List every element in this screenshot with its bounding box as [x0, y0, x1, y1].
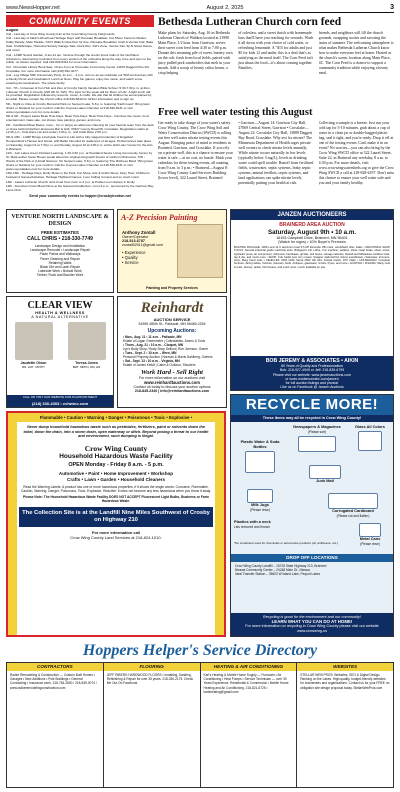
recycle-item-note: (Please sort) — [307, 429, 327, 434]
bob-line: 80 Years of Quality and Professionalism — [281, 364, 343, 368]
send-events-note: Send your community events to hopper@crosbyironton.net — [29, 193, 131, 198]
call-text: CALL OR VISIT OUR WEBSITE FOR AN APPOINTMENT — [22, 395, 98, 399]
az-role: Owner/Operator — [122, 235, 149, 239]
directory-column-websites — [297, 663, 393, 787]
tagline-3: For more information on recycling in Crow Wing County please visit our website www.crowwing.us — [245, 624, 379, 634]
info-phone: Crow Wing County Land Services at 218-824-1010. — [70, 535, 162, 541]
clear-view-ad — [6, 296, 114, 408]
reinhardt-phones: 218-845-2340 | info@reinhardtauctions.com — [134, 389, 210, 393]
event-item: 16th - Lakers Lutheran Church Joint Food from noon to 3 p.m. at Pokket Loon Saloon in Emily. — [6, 179, 136, 184]
recycle-item — [349, 522, 391, 547]
event-item: 3rd - Chocolate Library Book Sale, 10 am-3 pm at Chocolate Community Center 14106 Daggett Pine Rd, Crosslake. For more information call (218) 692-4277. — [6, 64, 150, 73]
practitioner — [15, 322, 53, 369]
practitioner-credentials: BMT, MPPN, RM, HR — [72, 365, 101, 369]
service-item: Retaining Walls — [48, 260, 72, 265]
junk-mail-icon — [309, 465, 341, 479]
recycle-item-note: Lids removed and thrown — [234, 524, 270, 529]
az-title: A-Z Precision Painting — [121, 213, 198, 222]
bob-line: Please visit our website: www.janzenauctions.com — [273, 372, 351, 377]
event-item: 2nd - LAMP Sound Garden, 9 am-11 am. Venture through the scenic forest trails of the Northland Arboretum, discovering musicians from every section of the orchestra along the way. Free and open to the public; no tickets required. Call 218-829-8312 for more information. — [6, 52, 152, 65]
recycle-item — [303, 464, 347, 484]
recycle-item-label: Metal Cans — [359, 536, 381, 541]
recycle-item-note: (Please cut and flatten) — [336, 513, 370, 518]
drop-off-location: Nisswa Community Center – 24248 Main St., Nisswa — [235, 568, 310, 573]
practitioner-photo — [15, 322, 53, 360]
article-column: Make plans for Saturday, Aug. 16 as Bethesda Lutheran Church of Wahkon located at 21990 Main Place, 1/2 hour from Garrison, serves their sweet corn feed from 4:30 to 7:00 p.m. Donate this steaming pile of sweet, buttery corn on the cob, fresh from local fields, paired with juicy pulled pork sandwiches that melt in your mouth. Add a scoop of hearty calico beans, a crisp helping — [158, 31, 233, 75]
auction-watch: (Watch for signs) • 10% Buyer's Premium — [278, 240, 346, 244]
hazardous-waste-content — [17, 422, 215, 635]
recycle-item — [234, 488, 286, 513]
az-owner-name: Anthony Zontall — [122, 230, 156, 235]
directory-listing: JEFF RIBERG HARDWOOD FLOORS • Installing, Sanding, Refinishing & Repair for over 35 years. 218-330-2175. Check Me Out On Facebook. — [106, 673, 194, 686]
az-bullet: • Service — [122, 260, 139, 266]
drop-off-heading: DROP OFF LOCATIONS — [231, 554, 393, 562]
newspaper-icon — [298, 436, 336, 452]
directory-column-contractors — [7, 663, 104, 787]
service-item: Black Dirt and Lawn Repair — [40, 265, 80, 270]
practitioner-name: Jaudette Olson — [20, 361, 47, 365]
clear-view-subtitle: HEALTH & WELLNESS — [35, 311, 85, 315]
warning-labels-note: Read the Warning Labels: A product has one or more hazardous properties, if it shows the single words: Corrosive, Flammable, Caution, Warning, Danger, Poisonous, Toxic, Explosive. Reactive: It does not become any less hazardous when you throw it away. — [21, 485, 211, 494]
practitioner — [68, 322, 106, 369]
water-testing-headline: Free well water testing this August — [158, 107, 313, 118]
service-item: Paver Cleaning and Repair — [40, 256, 80, 261]
venture-north-ad — [6, 209, 114, 293]
directory-heading: HEATING & AIR CONDITIONING — [201, 663, 297, 671]
practitioner-name: Teresa Jones — [75, 361, 98, 365]
call-phone[interactable]: (218) 330-4303 • cvhwinc.com — [31, 400, 89, 406]
clear-view-title: CLEAR VIEW — [27, 300, 93, 311]
room-photo — [177, 224, 223, 278]
reinhardt-service: AUCTION SERVICE — [153, 317, 191, 322]
service-item: Paver Patios and Walkways — [39, 252, 81, 257]
facility-hours: OPEN Monday - Friday 8 a.m. - 5 p.m. — [68, 462, 164, 469]
drop-off-location: Crow Wing County Landfill – 15728 State Highway 210, Brainerd — [235, 564, 327, 568]
event-item: 19th - American Cross Blood Drive at the Garwood Auditorium, noon-6 p.m., sponsored by the Garrison Bay Lions Club. — [6, 184, 154, 193]
reinhardt-address: 34996 480th St., Palisade, MN 56469-2254 — [138, 322, 206, 326]
venture-services — [7, 244, 113, 278]
recycle-item-label: Plastics with a neck — [234, 519, 271, 524]
cardboard-icon — [328, 493, 378, 509]
recycle-item-label: Milk Jugs — [251, 502, 269, 507]
venture-phone: CALL CHRIS • 218-330-7749 — [27, 236, 93, 242]
recycle-item — [289, 425, 345, 452]
auction-event: • Tues., Sept. 2 • 10 a.m. - Wren, MN — [123, 351, 177, 355]
recycle-item — [234, 440, 286, 473]
recycle-item-note: (Please rinse) — [360, 541, 380, 546]
event-item: 2nd - Last day of Crow Wing County Fair at the Crow Wing County Fairgrounds — [6, 31, 115, 36]
bethesda-headline: Bethesda Lutheran Church corn feed — [158, 16, 342, 28]
service-item: Landscape Remodel • Landscape Repair — [30, 248, 90, 253]
info-heading: For more information call — [91, 530, 141, 536]
bob-line: Like us on Facebook @ Janzen Auctions — [280, 385, 344, 390]
recycle-item-label: Newspapers & Magazines — [293, 424, 341, 429]
bob-title: BOB JEREMY & ASSOCIATES • AIKIN — [265, 358, 359, 364]
recycle-item-label: Junk Mail — [316, 478, 334, 483]
event-item: 11th - Join Lakes Area Unlimited Learning, 1:30-3:30 p.m. at Heartland Senior Living Community Center by St. Mark author Karen Brown speak about the original old growth forests of northern Minnesota, 'MN - Words of the Park or (Untold Stories).' On Serpent Lake, 5-8 p.m. featuring 'The Ritchees Band.' Bring lawn chairs or blankets for your comfort. Call the Cuyuna Lakes Chamber at 218-546-8131 or visit www.cuyunalakes.com for more details. — [6, 151, 153, 171]
upcoming-auctions-heading: Upcoming Auctions: — [147, 328, 197, 334]
facility-name: Household Hazardous Waste Facility — [59, 452, 173, 460]
recycle-ad — [230, 394, 394, 637]
events-month: August — [6, 29, 19, 32]
auction-address: 16153 Campbell Drive, Brainerd, MN 56401 — [276, 236, 348, 240]
not-accepted-note: Please Note: The Household Hazardous Waste Facility DOES NOT ACCEPT Fluorescent Light Bulbs, Business or Farm Hazardous Waste. — [23, 495, 209, 504]
az-bullet: • Quality — [122, 255, 138, 261]
article-column: • Garrison—August 14: Garrison City Hall, 27069 Central Street, Garrison • Crosslake—August 22: Crosslake City Hall, 13888 Daggett Bay Road, Crosslake. Why test for nitrate? The Minnesota Department of Health urges private well owners to check nitrate levels annually. While nitrate occurs naturally in low levels (typically below 3 mg/L), levels in drinking water could spell trouble. Runoff from fertilized fields, wastewater, septic systems, leaky septic systems, animal feedlots, septic systems, and land applications can spike nitrate levels, potentially putting your health at risk. — [238, 121, 314, 185]
auction-events — [118, 335, 226, 367]
janzen-header: JANZEN AUCTIONEERS — [231, 210, 393, 220]
hazard-bar-top: Flammable • Caution • Warning • Danger • Poisonous • Toxic • Explosive • — [8, 413, 224, 422]
event-item: 2nd - Log Village 50th Anniversary Party, 11 a.m. - 4 p.m. Join us as we celebrate our 50th Anniversary with a Family Picnic and Celebration! Lunch at Noon. Play fun games, enjoy live music, and watch some amazing demonstrations. The whole family. — [6, 73, 153, 86]
az-painting-ad — [117, 209, 227, 293]
hazard-bar-right — [215, 422, 224, 635]
bob-line: for full auction listings and photos! — [285, 381, 339, 386]
event-item: 3rd - 7th - Immanuel of Iron Hub and Zion of Crosby Family Vacation Bible School. 5:30-7:30 p.m. at Zion Lutheran Church in Crosby (225 4th St. NW). The topic for the week will be 'River of Life'. A light lunch will be provided. Registration followed by lessons, music, & crafts. We ask that all children be accompanied by an adult. Please contact the church office 218-546-6810 for further information and to sign up. — [6, 85, 152, 102]
auction-event: • Mon., Aug. 11 • 11 a.m. - Palisade, MN — [123, 335, 182, 339]
drop-off-locations — [231, 562, 393, 579]
reinhardt-logo: Reinhardt — [140, 300, 204, 316]
metal-can-icon — [359, 523, 381, 537]
reinhardt-auction-ad — [117, 296, 227, 408]
janzen-auction-ad — [230, 209, 394, 391]
article-column: Get ready to take charge of your water's safety. Crow Wing County, The Crow Wing Soil and Water Conservation District (SWCD) is rolling out free well water nitrate testing events this August. Bringing peace of mind to residents in Brainerd, Garrison, and Crosslake. If you rely on a private well, this is a chance to ensure your water is safe —at no cost, no hassle. Mark your calendars for these testing events, all running from 9 a.m. to 3 p.m.: • Brainerd—August 8: Crow Wing County Land Services Building (lower level), 322 Laurel Street, Brainerd — [158, 121, 233, 180]
directory-listing: Karl's Heating & Mobile Home Supply — Furnaces • Air Conditioning • Heat Pumps • Service Technician — over 30 Years Experience. Residential & Commercial • Mobile Home Heating and Air Conditioning. 218-821-8725 • karlsheating@gmail.com — [203, 673, 289, 694]
event-item: 5th - Night to Unite at Crosby Memorial Park on Serpent Lake, 5-8 p.m. featuring 'Faith Good'. Bring lawn chairs or blankets for your comfort. Call the Cuyuna Lakes Chamber at 218-546-8131 or visit www.cuyunalakes.com for more details. — [6, 101, 150, 114]
article-column: friends, and neighbors will fill the church grounds, swapping stories and savoring the tastes of summer. The welcoming atmosphere is what makes Bethesda Lutheran Church know how to make everyone feel at home. Hosted at the church's scenic location along Main Place, 4C. The Corn Feed is a chance to support a community tradition while enjoying a hearty meal. — [318, 31, 394, 75]
venture-north-logo: VENTURE NORTH LANDSCAPE & DESIGN — [11, 214, 109, 227]
practitioner-credentials: RN, LMT, CMTPT — [22, 365, 45, 369]
auction-event-detail: Personal Property Auction | Norman & Mavis Dahlberg, Owners — [123, 355, 213, 359]
recycle-header: RECYCLE MORE! — [231, 395, 393, 415]
free-estimates: FREE ESTIMATES — [41, 230, 79, 235]
event-item: 14th-16th - Heritage Days, Emily Music in the Park, Car Show, Arts & Crafts Show, Story Hour, Children's Festival of Games/Activities, Heritage Highland Games, Loon Calling Contest and so much more! — [6, 171, 150, 180]
recycle-item-label: Glass All Colors — [355, 424, 385, 429]
category-line: Crafts • Lawn • Garden • Household Cleaners — [67, 477, 165, 483]
article-column: Collecting a sample is a breeze. Just run your cold tap for 5-10 minutes, grab about a cup of water in a clean jar or double-bagged plastic bag, seal it tight, and you're ready. Drop it off at one of the testing events. Can't make it in an event? No worries—you can also bring by the Crow Wing SWCD office at 322 Laurel Street, Suite 22, in Brainerd any weekday, 8 a.m. to 4:30 p.m. For more details, visit www.crowwingwatersheds.org or give the Crow Wing SWCD a call at 218-828-6197. Don't miss this chance to ensure your well water safe and you and your family healthy. — [318, 121, 394, 185]
reinhardt-slogan: Work Hard - Sell Right — [140, 369, 203, 376]
auction-date: Saturday, August 9th • 10 a.m. — [267, 229, 357, 236]
recycle-item-note: (Please rinse) — [250, 507, 270, 512]
recycle-item-label: Corrugated Cardboard — [332, 508, 374, 513]
directory-column-heating — [201, 663, 298, 787]
az-footer: Painting and Property Services — [146, 286, 198, 290]
directory-heading: FLOORING — [104, 663, 200, 671]
recycle-item-label: Plastic Water & Soda Bottles — [240, 439, 280, 449]
recycle-subheader: These Items may all be recycled in Crow Wing County! — [231, 415, 393, 422]
bob-jeremy-banner — [231, 356, 393, 390]
hazardous-waste-ad — [6, 411, 226, 637]
chemical-containers-note: *No containers used for chemicals or automotive products (oil, antifreeze, etc.) — [234, 541, 339, 545]
service-item: Landscape Design and Installation — [34, 244, 86, 248]
bob-line: or www.mndemocratic.com/janzen — [285, 376, 339, 381]
auction-event-detail: Estate of James Kieldt | Cabin & Outdoor, Shooters — [123, 363, 196, 367]
event-item: 8th & 9th - Pequot Lakes Bean Hole Days. Bean Hole Days. Bean Hole Days - Carnival, live music, food, entertainment, bake sale, car shows, face painting, games, and more. — [6, 114, 150, 123]
directory-heading: WEBSITES — [297, 663, 393, 671]
event-item: 9th - Cardboard Boat Races, noon - 3 p.m. Enjoy an afternoon cheering for your favorite team from the deck or shore behind Northern Exposure Bar & Grill, 37627 County Road 66, Crosslake. Registration starts at 12:45 p.m., Kids Race (12 and under) 1:00 p.m., and Adult Race 2:00 p.m. — [6, 122, 154, 135]
glass-bottles-icon — [358, 431, 382, 451]
service-item: Timber, Rock and Boulder Work — [36, 273, 84, 278]
drop-off-location: Ideal Transfer Station – 35603 W Island Lake, Pequot Lakes — [235, 572, 321, 577]
auction-event-detail: Estate of Logan Greenmeier | Collectables, Ammo & Tools — [123, 339, 206, 343]
page-number: 3 — [390, 4, 394, 11]
recycle-item — [234, 520, 286, 530]
reinhardt-more: For more information on our auctions visit — [138, 376, 206, 380]
collection-site: The Collection Site is at the Landfill Nine Miles Southwest of Crosby on Highway 210 — [19, 507, 213, 527]
hazard-bar-left — [8, 422, 17, 635]
bethesda-article — [158, 31, 394, 103]
auction-name: BRAINERD AREA AUCTION — [279, 222, 345, 228]
reinhardt-url[interactable]: www.reinhardtauctions.com — [144, 380, 200, 385]
service-item: Lakeside Work • Bobcat Work — [38, 269, 82, 274]
header-rule — [6, 12, 394, 13]
website-url[interactable]: www.NewsHopper.net — [6, 4, 60, 11]
clear-view-call-bar — [7, 395, 113, 407]
directory-listing: STELLAR WEB PROS: Websites, SEO & Digital Design. Ranking on the Lakes. High-quality, budget-friendly websites for businesses and organizations. Contact us for your FREE no obligation site design proposal today. StellarWebPros.com — [300, 673, 390, 690]
auction-event: • Sat., Sept. 13 • 10 a.m. - Virginia, MN — [123, 359, 180, 363]
service-directory — [6, 662, 394, 788]
page-header — [6, 3, 394, 12]
dumping-warning: Never dump household hazardous waste such as pesticides, fertilizers, paint or solvents down the toilet, down the drain, into a storm drain, open waterway or ditch. Beyond posing a threat to our health and environment, such dumping is illegal. — [23, 425, 209, 439]
service-directory-banner: Hoppers Helper's Service Directory — [82, 642, 318, 659]
auction-event-detail: Lyn's Body Shop / Body Shop Sellout | Ron Johnson, Owner — [123, 347, 209, 351]
event-item: 8th & 10th - LAMP Brings a Fairytale Forest to Life with a fully staged production of Engelbert Humperdinck's Hansel and Gretel, with Ballet Intended for audiences of all ages. Performances take place on Saturday, August 9 at 7:30 p.m. and Sunday, August 10 at 3:00 p.m. at the Gichi-ode' Center for the Arts in Brainerd. — [6, 134, 153, 151]
article-column: of coleslaw, and a sweet finish with homemade bars that'll have you reaching for seconds. Wash it all down with your choice of cold water, or refreshing lemonade. A "$15 for adults and just $5 for kids 12 and under, this is a deal that's as satisfying as the meal itself. The Corn Feed isn't just about the food—it's about coming together. Families, — [238, 31, 314, 70]
directory-column-flooring — [104, 663, 201, 787]
water-testing-article — [158, 121, 394, 206]
category-line: Automotive • Paint • Home Improvement • Workshop — [58, 471, 174, 477]
directory-listing: Radke Remodeling & Construction — Custom Built Homes • Garages • New Additions • Pole Buildings • General Contracting • Insurance work. 218-764-2800 / 218-839-0074 / www.radkeremodelingconstruction.com — [10, 673, 97, 690]
az-bullet: • Experience — [122, 250, 146, 255]
practitioners — [7, 322, 113, 369]
directory-heading: CONTRACTORS — [7, 663, 103, 671]
issue-date: August 2, 2025 — [206, 4, 244, 11]
recycle-item — [315, 492, 391, 519]
milk-jug-icon — [247, 489, 273, 503]
clear-view-tagline: A NATURAL ALTERNATIVE — [31, 315, 89, 319]
auction-listing: BOATING PACKAGE: 1969 Lund 14 ft aluminum boat 6.5 HP Evinrude OB motor, windshield, tiller, trailer • INDUSTRIAL SHOP TOOLS: Several industrial grade machinist tools, Bridgeport mill, Lathe, Cnc machine, welders, sheet metal brake, shear, press, Hydraulic press, air compressor, drill press, bandsaws, grinder, tool boxes, storage cabinets, Dewalt and Milwaukee cordless tools, tap & die, and much more • SHOP: Cub Cadet zero turn mower, Snapper walk behind, Ariens snowblower, chainsaws, trimmers, tools, Many hand tools • VEHICLES: 2004 GMC Sierra 2500 HD 4X4, Kubota tractor, ATV trailer • HOUSEHOLD: Complete furniture, dining tables, hutches, dressers, beds, Antiques, glassware, crocks, Pyrex, and more • HUNTING / FISHING: Many rods & reels, decoys, tackle, fish houses, and much more. Lunch available on site. — [234, 246, 390, 269]
auction-event: • Thurs., Aug. 21 • 10 a.m. - Cloquet, MN — [123, 343, 184, 347]
reinhardt-contact: Contact us today to discuss your auction options — [133, 385, 211, 389]
recycle-item — [349, 425, 391, 451]
tagline-2: LEARN WHAT YOU CAN DO AT HOME! — [271, 618, 353, 624]
az-phone: 218-513-6787 — [122, 239, 145, 243]
community-events-list — [6, 29, 154, 205]
plastic-bottle-icon — [245, 451, 275, 473]
tagline-1: Recycling is good for the environment and our community! — [263, 614, 361, 619]
event-item: 2nd - Last day of Aitkin's Riverboat Heritage Days with Pancake Breakfast, Car Show, Farmers Market, Kiddy Parade, Main Parade, STAY Walk & Glow Run for Zoe, Pancake Breakfast, Craft & Vendor Fair, Bake Sale, Craft/Antique, Historical Society Garage Sale, Duck Run, Kid's Zone, Vendor Fair, 5p-N Street Dance, and more! — [6, 36, 154, 53]
recycle-items — [231, 422, 393, 554]
county-name: Crow Wing County — [84, 443, 148, 453]
practitioner-photo — [68, 322, 106, 360]
community-events-banner: COMMUNITY EVENTS — [6, 15, 154, 27]
recycle-tagline — [231, 613, 393, 636]
bob-line: Bob: 218-927-4949 or Jeff: 218-839-6799 — [279, 368, 345, 373]
waste-categories — [17, 471, 215, 483]
az-email: zontall52011@gmail.com — [122, 243, 164, 247]
